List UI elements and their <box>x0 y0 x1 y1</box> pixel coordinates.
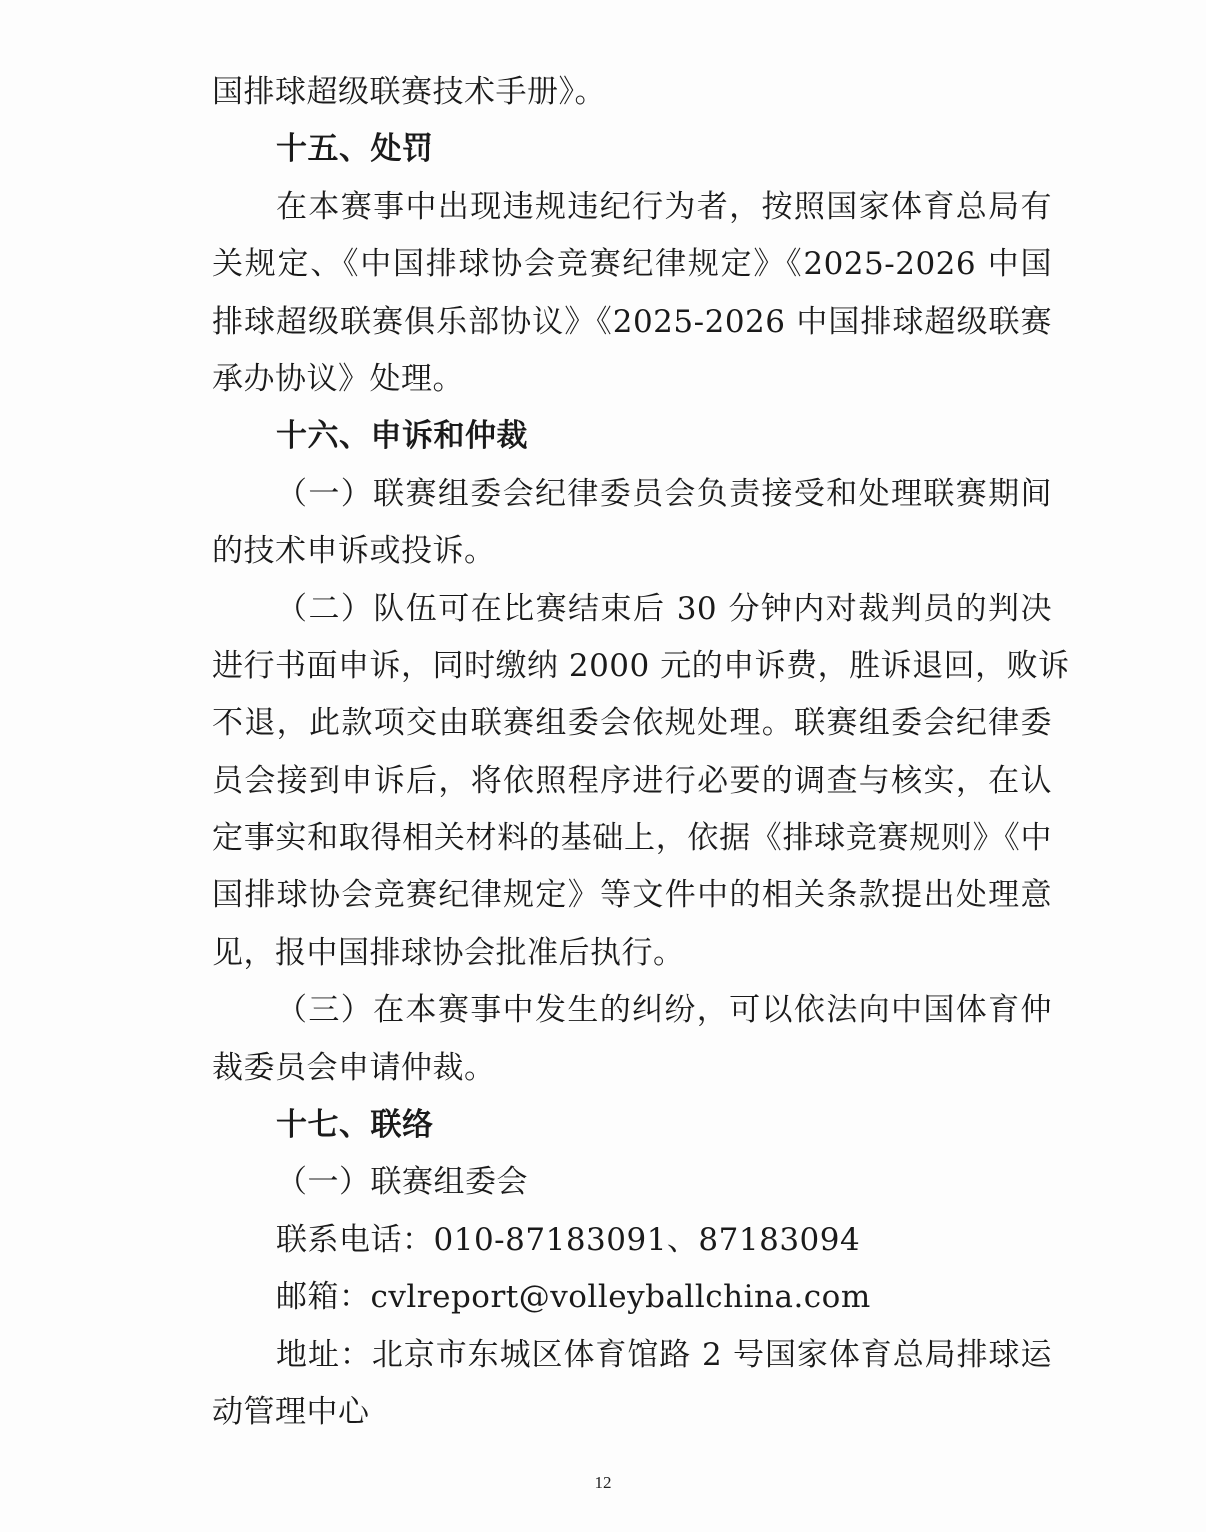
text-line: 国排球协会竞赛纪律规定》等文件中的相关条款提出处理意 <box>212 877 1052 914</box>
section-heading-contact: 十七、联络 <box>276 1107 434 1144</box>
contact-email: 邮箱：cvlreport@volleyballchina.com <box>276 1279 871 1316</box>
text-line: 在本赛事中出现违规违纪行为者，按照国家体育总局有 <box>276 188 1052 225</box>
document-body <box>212 64 1070 1441</box>
section-heading-appeals: 十六、申诉和仲裁 <box>276 418 528 455</box>
text-line: 不退，此款项交由联赛组委会依规处理。联赛组委会纪律委 <box>212 705 1052 742</box>
text-line: 见，报中国排球协会批准后执行。 <box>212 934 685 971</box>
text-line: 的技术申诉或投诉。 <box>212 533 496 570</box>
contact-organizer-label: （一）联赛组委会 <box>276 1164 528 1201</box>
text-line: （三）在本赛事中发生的纠纷，可以依法向中国体育仲 <box>276 992 1052 1029</box>
contact-address: 地址：北京市东城区体育馆路 2 号国家体育总局排球运 <box>276 1336 1052 1373</box>
text-line: （二）队伍可在比赛结束后 30 分钟内对裁判员的判决 <box>276 590 1052 627</box>
text-line: 排球超级联赛俱乐部协议》《2025-2026 中国排球超级联赛 <box>212 303 1052 340</box>
text-line: 进行书面申诉，同时缴纳 2000 元的申诉费，胜诉退回，败诉 <box>212 647 1070 684</box>
text-line: 承办协议》处理。 <box>212 360 464 397</box>
text-line: 定事实和取得相关材料的基础上，依据《排球竞赛规则》《中 <box>212 820 1052 857</box>
section-heading-penalties: 十五、处罚 <box>276 131 434 168</box>
contact-phone: 联系电话：010-87183091、87183094 <box>276 1221 861 1258</box>
contact-address-continued: 动管理中心 <box>212 1393 370 1430</box>
text-line-continuation: 国排球超级联赛技术手册》。 <box>212 74 606 110</box>
text-line: 关规定、《中国排球协会竞赛纪律规定》《2025-2026 中国 <box>212 246 1052 283</box>
page-number: 12 <box>594 1473 612 1492</box>
text-line: 裁委员会申请仲裁。 <box>212 1049 496 1086</box>
text-line: 员会接到申诉后，将依照程序进行必要的调查与核实，在认 <box>212 762 1052 799</box>
text-line: （一）联赛组委会纪律委员会负责接受和处理联赛期间 <box>276 475 1052 512</box>
